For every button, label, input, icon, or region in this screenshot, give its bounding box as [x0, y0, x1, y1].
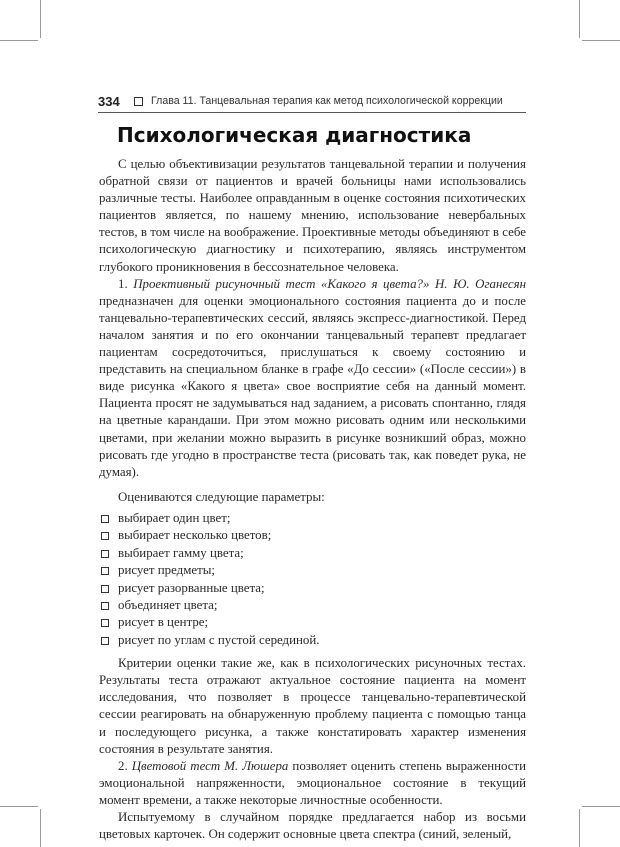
header-rule: [98, 112, 526, 113]
body-text: [99, 156, 526, 843]
crop-mark: [582, 40, 620, 41]
crop-mark: [0, 806, 38, 807]
list-item: выбирает несколько цветов;: [99, 527, 526, 544]
running-header: [98, 94, 526, 114]
test-1-number: 1.: [118, 276, 134, 291]
test-2-number: 2.: [118, 758, 132, 773]
paragraph-parameters-intro: Оцениваются следующие параметры:: [118, 489, 325, 504]
crop-mark: [0, 40, 38, 41]
checkbox-bullet-icon: [101, 550, 109, 558]
test-1-text: предназначен для оценки эмоционального состояния пациента до и после танцевально-терапевтических сессий, являясь экспресс-диагностикой. Перед началом занятия и по его окончании танцевальный терапевт предлагает пациентам сосредоточиться, прислушаться к своему состоянию и представить на специальном бланке в графе «До сессии» («После сессии») в виде рисунка «Какого я цвета» свое восприятие себя на данный момент. Пациента просят не задумываться над заданием, а рисовать спонтанно, глядя на цветные карандаши. При этом можно рисовать одним или несколькими цветами, при желании можно выразить в рисунке возникший образ, можно рисовать где угодно в пространстве теста (рисовать так, как поведет рука, не думая).: [99, 293, 526, 479]
checkbox-bullet-icon: [101, 532, 109, 540]
square-bullet-icon: [134, 97, 143, 106]
checkbox-bullet-icon: [101, 619, 109, 627]
list-item: рисует по углам с пустой серединой.: [99, 632, 526, 649]
list-item: рисует разорванные цвета;: [99, 580, 526, 597]
checkbox-bullet-icon: [101, 585, 109, 593]
paragraph-intro: С целью объективизации результатов танцевальной терапии и получения обратной связи от пациентов и врачей больницы нами использовались различные тесты. Наиболее оправданным в оценке состояния психотических пациентов является, по нашему мнению, использование невербальных тестов, в том числе на воображение. Проективные методы объединяют в себе психологическую диагностику и психотерапию, являясь инструментом глубокого проникновения в бессознательное человека.: [99, 157, 526, 274]
paragraph-test-1: [99, 276, 526, 481]
crop-mark: [579, 0, 580, 38]
paragraph-criteria: Критерии оценки такие же, как в психологических рисуночных тестах. Результаты теста отражают актуальное состояние пациента на момент исследования, что позволяет в процессе танцевально-терапевтической сессии реагировать на обнаруженную проблему пациента с помощью танца и последующего рисунка, а также констатировать характер изменения состояния в результате занятия.: [99, 656, 526, 756]
list-item: выбирает один цвет;: [99, 510, 526, 527]
paragraph-closing: Испытуемому в случайном порядке предлагается набор из восьми цветовых карточек. Он содержит основные цвета спектра (синий, зеленый,: [99, 809, 526, 842]
crop-mark: [40, 0, 41, 38]
parameters-list: [99, 510, 526, 649]
crop-mark: [582, 806, 620, 807]
section-title: Психологическая диагностика: [117, 123, 472, 147]
checkbox-bullet-icon: [101, 515, 109, 523]
crop-mark: [579, 809, 580, 847]
list-item: рисует в центре;: [99, 614, 526, 631]
running-title: Глава 11. Танцевальная терапия как метод психологической коррекции: [151, 95, 503, 107]
checkbox-bullet-icon: [101, 637, 109, 645]
list-item: выбирает гамму цвета;: [99, 545, 526, 562]
list-item: рисует предметы;: [99, 562, 526, 579]
page-number: 334: [98, 94, 120, 109]
test-1-name: Проективный рисуночный тест «Какого я цвета?» Н. Ю. Оганесян: [133, 276, 526, 291]
paragraph-test-2: [99, 758, 526, 809]
test-2-text: позволяет оценить степень выраженности эмоциональной напряженности, эмоциональное состояние в текущий момент времени, а также некоторые личностные особенности.: [99, 758, 527, 807]
test-2-name: Цветовой тест М. Люшера: [131, 758, 289, 773]
list-item: объединяет цвета;: [99, 597, 526, 614]
checkbox-bullet-icon: [101, 602, 109, 610]
crop-mark: [40, 809, 41, 847]
checkbox-bullet-icon: [101, 567, 109, 575]
